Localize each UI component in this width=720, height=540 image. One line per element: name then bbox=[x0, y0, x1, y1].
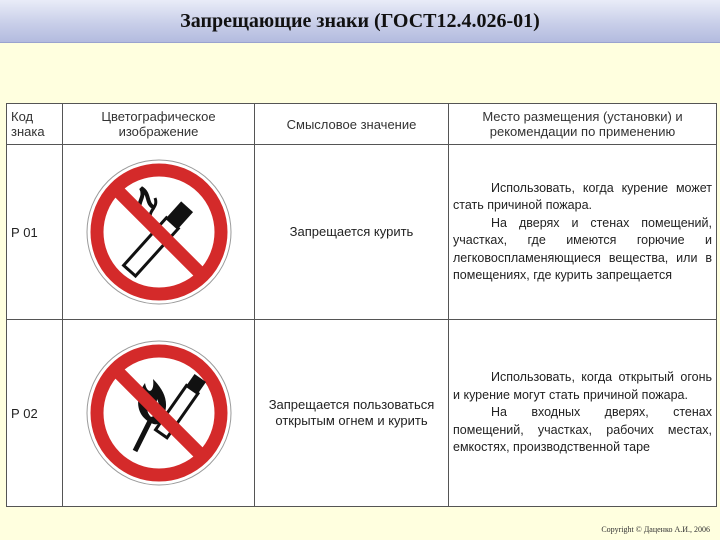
placement-text: Использовать, когда курение может стать причиной пожара. bbox=[453, 180, 712, 212]
sign-image-cell bbox=[63, 145, 255, 320]
placement-text: Использовать, когда открытый огонь и курение могут стать причиной пожара. bbox=[453, 370, 712, 402]
title-bar bbox=[0, 0, 720, 43]
placement-text: На входных дверях, стенах помещений, участках, рабочих местах, емкостях, производственной таре bbox=[453, 405, 712, 455]
sign-meaning: Запрещается курить bbox=[255, 145, 449, 320]
sign-placement bbox=[449, 320, 717, 507]
placement-text: На дверях и стенах помещений, участках, где имеются горючие и легковоспламеняющиеся вещества, или в помещениях, где курить запрещается bbox=[453, 215, 712, 282]
no-open-flame-sign-icon bbox=[85, 339, 233, 487]
sign-code: Р 02 bbox=[7, 320, 63, 507]
header-image: Цветографическое изображение bbox=[63, 104, 255, 145]
table-row bbox=[7, 320, 717, 507]
sign-image-cell bbox=[63, 320, 255, 507]
prohibition-signs-table bbox=[6, 103, 717, 507]
header-placement: Место размещения (установки) и рекомендации по применению bbox=[449, 104, 717, 145]
copyright-notice: Copyright © Даценко А.И., 2006 bbox=[601, 525, 710, 534]
no-smoking-sign-icon bbox=[85, 158, 233, 306]
table-header-row bbox=[7, 104, 717, 145]
sign-placement bbox=[449, 145, 717, 320]
header-meaning: Смысловое значение bbox=[255, 104, 449, 145]
table-row bbox=[7, 145, 717, 320]
sign-meaning: Запрещается пользоваться открытым огнем и курить bbox=[255, 320, 449, 507]
header-code: Код знака bbox=[7, 104, 63, 145]
slide-title: Запрещающие знаки (ГОСТ12.4.026-01) bbox=[180, 10, 540, 32]
sign-code: Р 01 bbox=[7, 145, 63, 320]
